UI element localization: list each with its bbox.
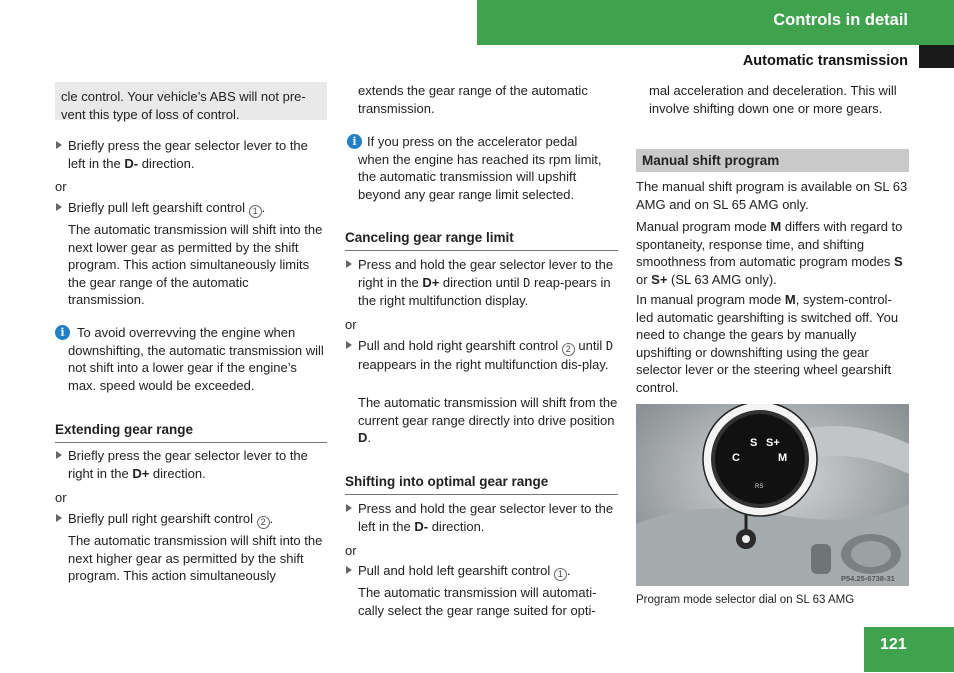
or-label: or xyxy=(345,543,357,558)
step-hold-pull-left: Pull and hold left gearshift control 1 . xyxy=(345,562,618,581)
acceleration-text: mal acceleration and deceleration. This will involve shifting down one or more gears. xyxy=(649,83,897,116)
section-title: Automatic transmission xyxy=(742,53,908,69)
heading-canceling-gear-range-limit: Canceling gear range limit xyxy=(345,229,618,251)
or-label: or xyxy=(55,179,67,194)
step-hold-right: Press and hold the gear selector lever to the right in the D+ direction until D reap-pears in the right multifunction display. xyxy=(345,256,618,310)
control-1-icon: 1 xyxy=(554,568,567,581)
note-line-2: vent this type of loss of control. xyxy=(61,106,240,122)
downshift-result-text: The automatic transmission will shift into the next lower gear as permitted by the shift program. This action simultaneously limits the gear range of the automatic transmission. xyxy=(68,222,323,308)
section-tab-marker xyxy=(919,45,954,68)
page-number: 121 xyxy=(880,636,907,653)
dial-mode-s-plus: S+ xyxy=(766,437,780,449)
dial-mode-s: S xyxy=(750,437,758,449)
info-icon: i xyxy=(347,134,362,149)
or-label: or xyxy=(55,490,67,505)
or-label: or xyxy=(345,317,357,332)
dial-mode-rs: RS xyxy=(755,484,764,490)
manual-mode-operation-text: In manual program mode M, system-control-led automatic gearshifting is switched off. You need to change the gears by manually upshifting or downshifting using the gear selector lever or the steering wheel gearshift control. xyxy=(636,292,899,395)
chapter-title: Controls in detail xyxy=(773,11,908,29)
heading-extending-gear-range: Extending gear range xyxy=(55,421,327,443)
control-2-icon: 2 xyxy=(562,343,575,356)
heading-manual-shift-program: Manual shift program xyxy=(636,149,909,172)
extends-range-text: extends the gear range of the automatic transmission. xyxy=(358,83,588,116)
chapter-header-bar xyxy=(477,0,954,45)
step-press-right: Briefly press the gear selector lever to the right in the D+ direction. xyxy=(55,447,327,482)
note-line-1: cle control. Your vehicle’s ABS will not pre- xyxy=(61,89,306,104)
shift-to-drive-text: The automatic transmission will shift from the current gear range directly into drive position D. xyxy=(358,395,618,446)
dial-mode-c: C xyxy=(732,452,740,464)
upshift-result-text: The automatic transmission will shift into the next higher gear as permitted by the shift program. This action simultaneously xyxy=(68,533,323,584)
info-overrev-note: i To avoid overrevving the engine when downshifting, the automatic transmission will not shift into a lower gear if the engine’s max. speed would be exceeded. xyxy=(55,324,327,394)
availability-text: The manual shift program is available on SL 63 AMG and on SL 65 AMG only. xyxy=(636,179,908,212)
dial-mode-m: M xyxy=(778,452,788,464)
control-2-icon: 2 xyxy=(257,516,270,529)
page-number-box xyxy=(864,627,954,672)
step-pull-left: Briefly pull left gearshift control 1 . xyxy=(55,199,327,218)
step-hold-pull-right: Pull and hold right gearshift control 2 until D reappears in the right multifunction dis-play. xyxy=(345,337,618,374)
photo-caption: Program mode selector dial on SL 63 AMG xyxy=(636,594,855,606)
step-hold-left: Press and hold the gear selector lever to the left in the D- direction. xyxy=(345,500,618,535)
info-icon: i xyxy=(55,325,70,340)
selector-dial-illustration xyxy=(636,404,909,586)
photo-reference-code: P54.25-6738-31 xyxy=(841,574,895,583)
continued-note-box xyxy=(55,82,327,120)
step-pull-right: Briefly pull right gearshift control 2 . xyxy=(55,510,327,529)
heading-shifting-optimal-gear-range: Shifting into optimal gear range xyxy=(345,473,618,495)
manual-mode-differences-text: Manual program mode M differs with regard to spontaneity, response time, and shifting smoothness from automatic program modes S or S+ (SL 63 AMG only). xyxy=(636,219,903,287)
step-press-left: Briefly press the gear selector lever to the left in the D- direction. xyxy=(55,137,327,172)
info-accelerator-note: i If you press on the accelerator pedal when the engine has reached its rpm limit, the automatic transmission will upshift beyond any gear range limit selected. xyxy=(345,133,618,203)
auto-select-text: The automatic transmission will automati-cally select the gear range suited for opti- xyxy=(358,585,597,618)
selector-dial-photo xyxy=(636,404,909,586)
control-1-icon: 1 xyxy=(249,205,262,218)
